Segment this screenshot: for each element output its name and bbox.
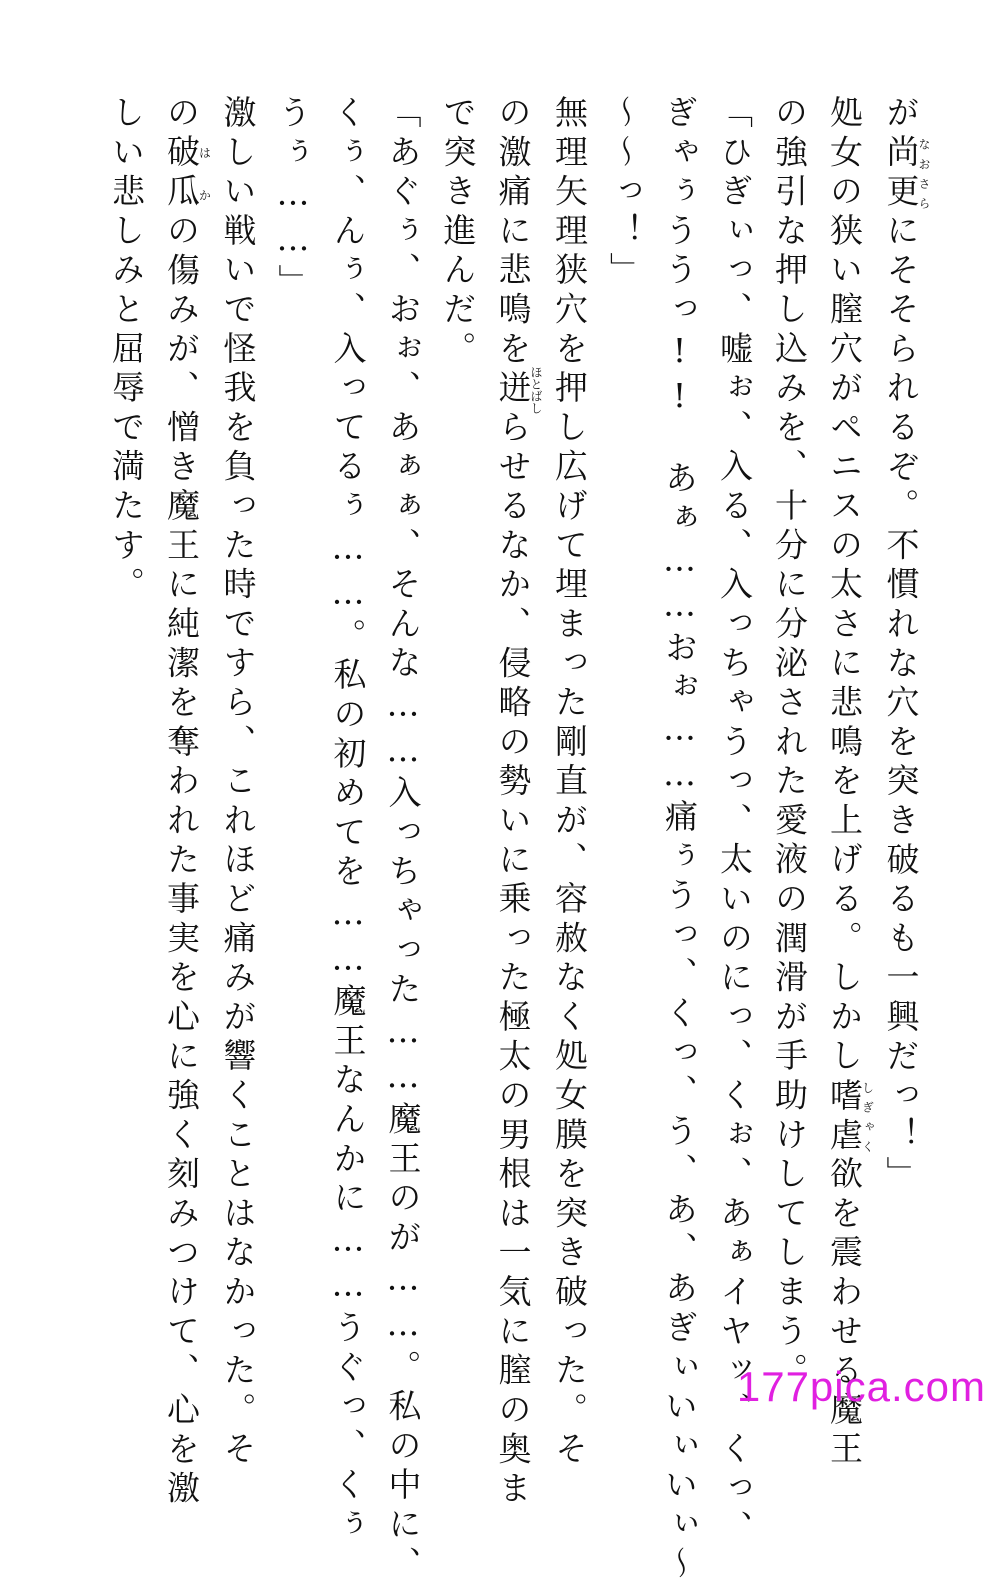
text-line-2: 処女の狭い膣穴がペニスの太さに悲鳴を上げる。しかし嗜虐しぎゃく欲を震わせる魔王: [825, 95, 875, 1471]
text-line-4: 「ひぎぃっ、嘘ぉ、入る、入っちゃうっ、太いのにっ、くぉ、あぁイヤッ、くっ、: [715, 95, 754, 1550]
text-line-10: 「あぐぅ、おぉ、あぁぁ、そんな……入っちゃった……魔王のが……。私の中に、: [383, 95, 423, 1585]
vertical-text-body: [50, 95, 931, 1585]
text-line-3: の強引な押し込みを、十分に分泌された愛液の潤滑が手助けしてしまう。: [770, 95, 809, 1392]
watermark: 177pica.com: [736, 1363, 986, 1410]
furigana-hotobashi: 迸ほとばし: [493, 365, 543, 414]
text-line-15: しい悲しみと屈辱で満たす。: [107, 95, 146, 606]
furigana-shigyaku: 嗜虐しぎゃく: [825, 1077, 875, 1157]
text-line-5: ぎゃぅううっ!! あぁ……おぉ……痛ぅうっ、くっ、う、あ、あぎぃいぃいぃ〜: [660, 95, 699, 1585]
text-line-13: 激しい戦いで怪我を負った時ですら、これほど痛みが響くことはなかった。そ: [218, 95, 258, 1471]
text-line-7: 無理矢理狭穴を押し広げて埋まった剛直が、容赦なく処女膜を突き破った。そ: [550, 95, 589, 1471]
furigana-haka: 破瓜はか: [162, 134, 212, 213]
text-line-11: くぅ、んぅ、入ってるぅ……。私の初めてを……魔王なんかに……うぐっ、くぅ: [328, 95, 368, 1546]
text-line-9: で突き進んだ。: [438, 95, 478, 371]
text-line-1: が尚更なおさらにそそられるぞ。不慣れな穴を突き破るも一興だっ！」: [881, 95, 931, 1196]
text-line-12: うぅ……」: [273, 95, 313, 304]
text-line-14: の破瓜はかの傷みが、憎き魔王に純潔を奪われた事実を心に強く刻みつけて、心を激: [162, 95, 212, 1510]
text-line-8: の激痛に悲鳴を迸ほとばしらせるなか、侵略の勢いに乗った極太の男根は一気に膣の奥ま: [493, 95, 543, 1510]
text-line-6: 〜〜っ！」: [605, 95, 644, 292]
furigana-naosara: 尚更なおさら: [881, 134, 931, 213]
